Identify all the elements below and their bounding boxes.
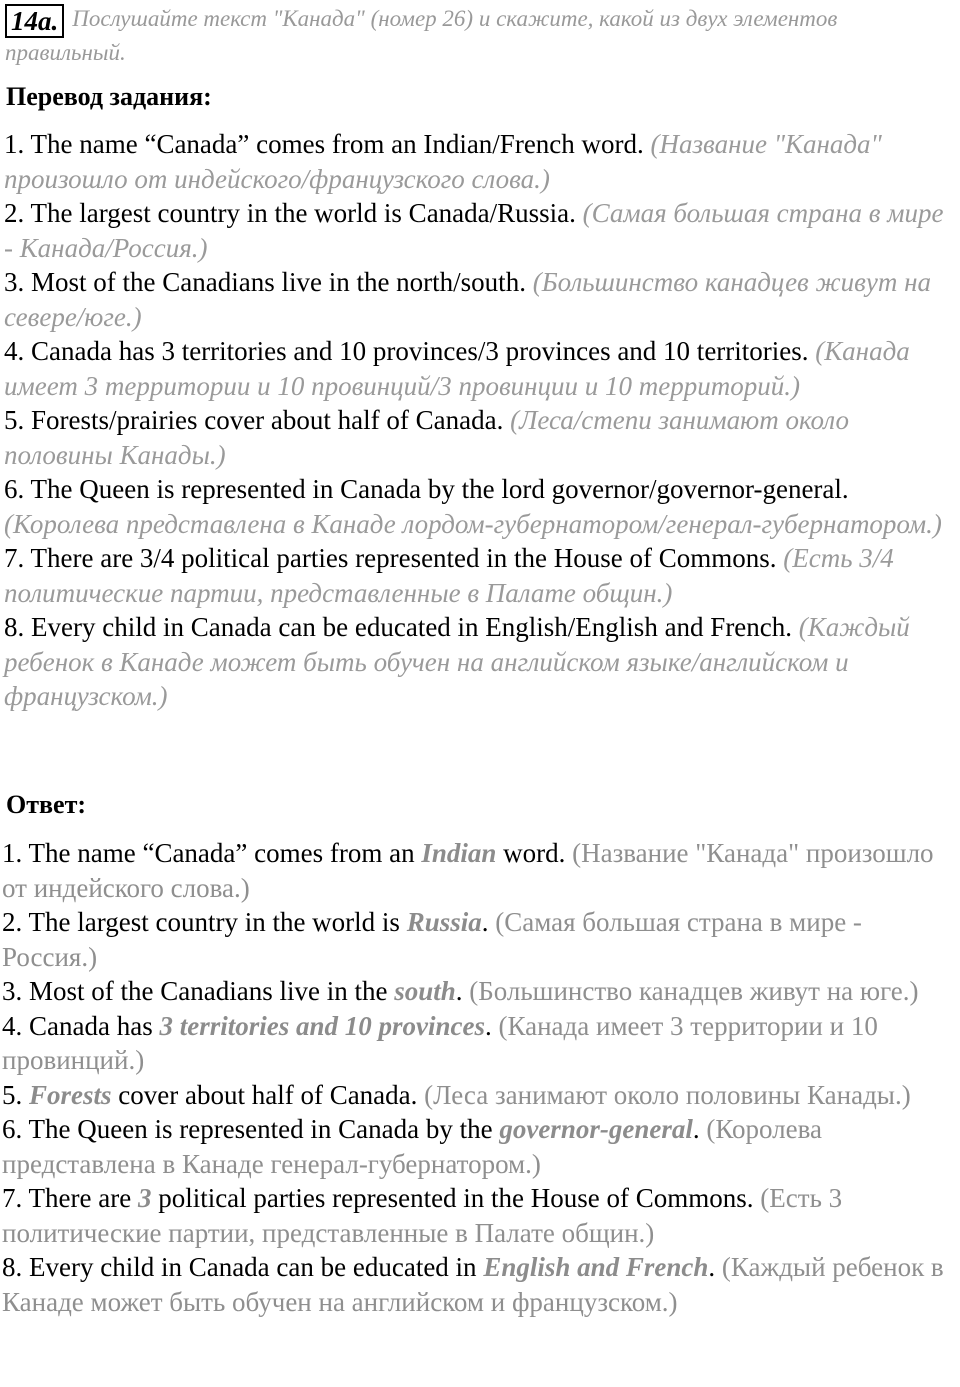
item-russian: (Самая большая страна в мире - Канада/Россия.) [4,198,944,263]
answer-highlight: Russia [406,907,482,937]
answer-text: . [481,907,489,937]
answer-russian: (Каждый ребенок в Канаде может быть обучен на английском и французском.) [2,1252,944,1317]
answer-text: . [708,1252,716,1282]
answer-russian: (Название "Канада" произошло от индейского слова.) [2,838,934,903]
item-english: 4. Canada has 3 territories and 10 provinces/3 provinces and 10 territories. [4,336,809,366]
translation-item [4,196,959,265]
answer-russian: (Королева представлена в Канаде генерал-губернатором.) [2,1114,822,1179]
answer-russian: (Канада имеет 3 территории и 10 провинций.) [2,1010,878,1075]
answer-text: 1. The name “Canada” comes from an [2,838,422,868]
answer-highlight: south [394,976,456,1006]
task-number-badge: 14a. [5,4,64,38]
answer-russian: (Большинство канадцев живут на юге.) [469,976,919,1006]
item-russian: (Название "Канада" произошло от индейского/французского слова.) [4,129,882,194]
answer-text: political parties represented in the House of Commons. [151,1183,754,1213]
answer-text: 5. [2,1079,29,1110]
answer-item [2,974,957,1009]
answer-item [2,1250,957,1319]
item-english: 5. Forests/prairies cover about half of Canada. [4,405,504,435]
answer-russian: (Леса занимают около половины Канады.) [424,1079,911,1110]
answer-highlight: 3 [137,1183,152,1213]
answer-item [2,1112,957,1181]
translation-item [4,610,959,714]
answer-text: . [692,1114,700,1144]
answer-highlight: 3 territories and 10 provinces [159,1010,485,1041]
translation-item [4,403,959,472]
item-russian: (Канада имеет 3 территории и 10 провинций/3 провинции и 10 территорий.) [4,336,910,401]
answer-text: 8. Every child in Canada can be educated in [2,1252,484,1282]
answer-highlight: Indian [421,838,497,868]
answer-item [2,905,957,974]
translation-item [4,127,959,196]
answer-text: 6. The Queen is represented in Canada by the [2,1114,500,1144]
answer-text: cover about half of Canada. [111,1079,418,1110]
translation-list [4,127,959,714]
answer-highlight: Forests [29,1079,112,1110]
item-russian: (Леса/степи занимают около половины Канады.) [4,405,849,470]
answer-item [2,1078,957,1113]
item-russian: (Каждый ребенок в Канаде может быть обучен на английском языке/английском и французском.) [4,612,910,711]
item-russian: (Есть 3/4 политические партии, представленные в Палате общин.) [4,543,894,608]
answer-highlight: English and French [483,1252,709,1282]
answer-text: . [484,1010,492,1041]
item-english: 2. The largest country in the world is Canada/Russia. [4,198,576,228]
translation-heading: Перевод задания: [6,82,212,111]
translation-item [4,541,959,610]
answer-item [2,1181,957,1250]
item-english: 8. Every child in Canada can be educated in English/English and French. [4,612,793,642]
answer-russian: (Самая большая страна в мире - Россия.) [2,907,862,972]
answer-russian: (Есть 3 политические партии, представленные в Палате общин.) [2,1183,843,1248]
translation-item [4,472,959,541]
task-instruction: Послушайте текст "Канада" (номер 26) и скажите, какой из двух элементов правильный. [5,6,838,65]
item-english: 7. There are 3/4 political parties represented in the House of Commons. [4,543,777,573]
answer-highlight: governor-general [499,1114,693,1144]
answer-list [2,836,957,1319]
item-russian: (Большинство канадцев живут на севере/юге.) [4,267,931,332]
answer-item [2,836,957,905]
item-english: 1. The name “Canada” comes from an Indian/French word. [4,129,644,159]
answer-text: . [455,976,463,1006]
item-english: 6. The Queen is represented in Canada by the lord governor/governor-general. [4,474,849,504]
answer-item [2,1009,957,1078]
item-english: 3. Most of the Canadians live in the north/south. [4,267,526,297]
answer-text: 2. The largest country in the world is [2,907,407,937]
translation-item [4,334,959,403]
task-header [5,4,955,68]
item-russian: (Королева представлена в Канаде лордом-губернатором/генерал-губернатором.) [4,508,942,539]
answer-heading: Ответ: [6,790,87,819]
answer-text: 7. There are [2,1183,138,1213]
answer-text: 4. Canada has [2,1010,160,1041]
answer-text: 3. Most of the Canadians live in the [2,976,395,1006]
translation-item [4,265,959,334]
answer-text: word. [496,838,566,868]
